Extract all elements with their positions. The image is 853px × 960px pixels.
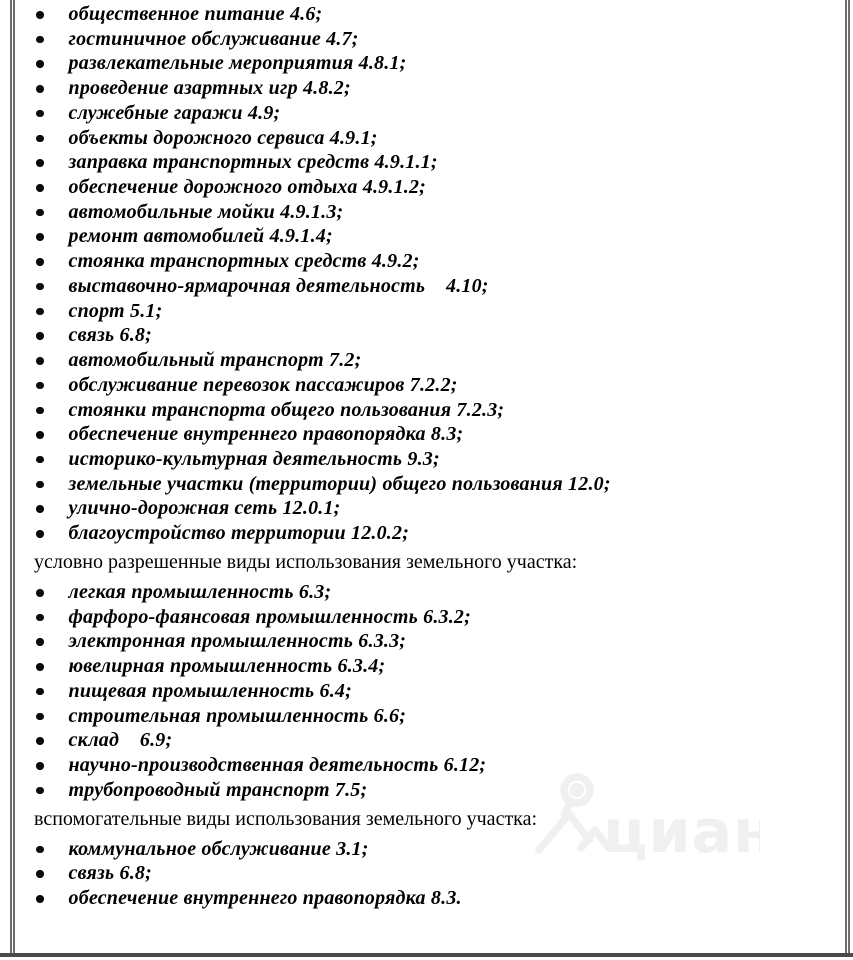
bullet-icon	[36, 357, 44, 365]
bullet-icon	[36, 895, 44, 903]
watermark-text: циан	[603, 797, 760, 862]
list-item	[34, 76, 824, 101]
list-item	[34, 299, 824, 324]
bullet-icon	[36, 11, 44, 19]
list-item	[34, 728, 824, 753]
list-item	[34, 2, 824, 27]
bullet-icon	[36, 60, 44, 68]
list-item	[34, 778, 824, 803]
list-item-text: стоянки транспорта общего пользования 7.2.3;	[68, 398, 505, 421]
list-item	[34, 323, 824, 348]
list-item	[34, 496, 824, 521]
list-item	[34, 422, 824, 447]
list-item-text: электронная промышленность 6.3.3;	[68, 630, 407, 653]
list-item	[34, 654, 824, 679]
bullet-icon	[36, 762, 44, 770]
bullet-icon	[36, 688, 44, 696]
bullet-icon	[36, 505, 44, 513]
list-item	[34, 861, 824, 886]
list-item-text: выставочно-ярмарочная деятельность 4.10;	[68, 274, 489, 297]
bullet-icon	[36, 135, 44, 143]
list-item-text: объекты дорожного сервиса 4.9.1;	[68, 126, 378, 149]
list-item-text: легкая промышленность 6.3;	[68, 581, 332, 604]
list-item-text: обслуживание перевозок пассажиров 7.2.2;	[68, 373, 458, 396]
list-item-text: стоянка транспортных средств 4.9.2;	[68, 250, 420, 273]
document-body	[34, 2, 824, 911]
bullet-icon	[36, 663, 44, 671]
paragraph: вспомогательные виды использования земельного участка:	[34, 808, 538, 830]
bullet-icon	[36, 870, 44, 878]
bullet-icon	[36, 456, 44, 464]
list-item	[34, 274, 824, 299]
list-item-text: проведение азартных игр 4.8.2;	[68, 77, 351, 100]
list-item	[34, 398, 824, 423]
list-item	[34, 886, 824, 911]
list-item-text: историко-культурная деятельность 9.3;	[68, 447, 440, 470]
bullet-icon	[36, 36, 44, 44]
list-item	[34, 150, 824, 175]
bullet-icon	[36, 614, 44, 622]
bullet-icon	[36, 110, 44, 118]
bullet-icon	[36, 184, 44, 192]
list-item	[34, 605, 824, 630]
list-item	[34, 200, 824, 225]
list-item-text: развлекательные мероприятия 4.8.1;	[68, 52, 407, 75]
list-item-text: автомобильные мойки 4.9.1.3;	[68, 200, 344, 223]
list-item	[34, 704, 824, 729]
list-item	[34, 224, 824, 249]
list-item	[34, 521, 824, 546]
list-item	[34, 629, 824, 654]
list-item-text: обеспечение внутреннего правопорядка 8.3.	[68, 887, 462, 910]
list-item	[34, 753, 824, 778]
bullet-icon	[36, 382, 44, 390]
list-item	[34, 51, 824, 76]
bullet-icon	[36, 308, 44, 316]
bullet-icon	[36, 638, 44, 646]
list-item	[34, 837, 824, 862]
list-item	[34, 101, 824, 126]
bullet-icon	[36, 85, 44, 93]
list-item-text: ювелирная промышленность 6.3.4;	[68, 655, 386, 678]
list-item	[34, 447, 824, 472]
bottom-border	[0, 953, 853, 957]
list-item-text: автомобильный транспорт 7.2;	[68, 349, 362, 372]
bullet-icon	[36, 431, 44, 439]
list-item	[34, 348, 824, 373]
list-item-text: строительная промышленность 6.6;	[68, 704, 407, 727]
list-item-text: фарфоро-фаянсовая промышленность 6.3.2;	[68, 605, 471, 628]
list-item-text: склад 6.9;	[68, 729, 173, 752]
list-item-text: связь 6.8;	[68, 862, 152, 885]
bullet-list	[34, 580, 824, 802]
list-item-text: связь 6.8;	[68, 324, 152, 347]
list-item-text: трубопроводный транспорт 7.5;	[68, 778, 368, 801]
list-item-text: ремонт автомобилей 4.9.1.4;	[68, 225, 333, 248]
list-item	[34, 580, 824, 605]
list-item	[34, 175, 824, 200]
bullet-icon	[36, 737, 44, 745]
list-item-text: служебные гаражи 4.9;	[68, 101, 281, 124]
list-item-text: пищевая промышленность 6.4;	[68, 679, 352, 702]
list-item	[34, 27, 824, 52]
bullet-icon	[36, 589, 44, 597]
list-item	[34, 472, 824, 497]
list-item-text: гостиничное обслуживание 4.7;	[68, 27, 359, 50]
bullet-list	[34, 2, 824, 546]
bullet-icon	[36, 713, 44, 721]
list-item-text: обеспечение внутреннего правопорядка 8.3;	[68, 423, 464, 446]
bullet-icon	[36, 407, 44, 415]
list-item	[34, 126, 824, 151]
list-item-text: коммунальное обслуживание 3.1;	[68, 837, 369, 860]
paragraph: условно разрешенные виды использования земельного участка:	[34, 551, 578, 574]
bullet-icon	[36, 258, 44, 266]
list-item-text: общественное питание 4.6;	[68, 3, 323, 25]
bullet-icon	[36, 332, 44, 340]
bullet-icon	[36, 846, 44, 854]
list-item	[34, 249, 824, 274]
bullet-icon	[36, 530, 44, 538]
bullet-icon	[36, 209, 44, 217]
bullet-icon	[36, 787, 44, 795]
bullet-icon	[36, 233, 44, 241]
list-item	[34, 373, 824, 398]
list-item-text: заправка транспортных средств 4.9.1.1;	[68, 151, 438, 174]
bullet-list	[34, 837, 824, 911]
bullet-icon	[36, 159, 44, 167]
list-item-text: улично-дорожная сеть 12.0.1;	[68, 497, 341, 520]
bullet-icon	[36, 481, 44, 489]
list-item-text: обеспечение дорожного отдыха 4.9.1.2;	[68, 176, 427, 199]
list-item-text: земельные участки (территории) общего пользования 12.0;	[68, 472, 611, 495]
list-item-text: научно-производственная деятельность 6.12;	[68, 754, 487, 777]
list-item-text: благоустройство территории 12.0.2;	[68, 522, 410, 545]
list-item-text: спорт 5.1;	[68, 299, 163, 322]
bullet-icon	[36, 283, 44, 291]
list-item	[34, 679, 824, 704]
